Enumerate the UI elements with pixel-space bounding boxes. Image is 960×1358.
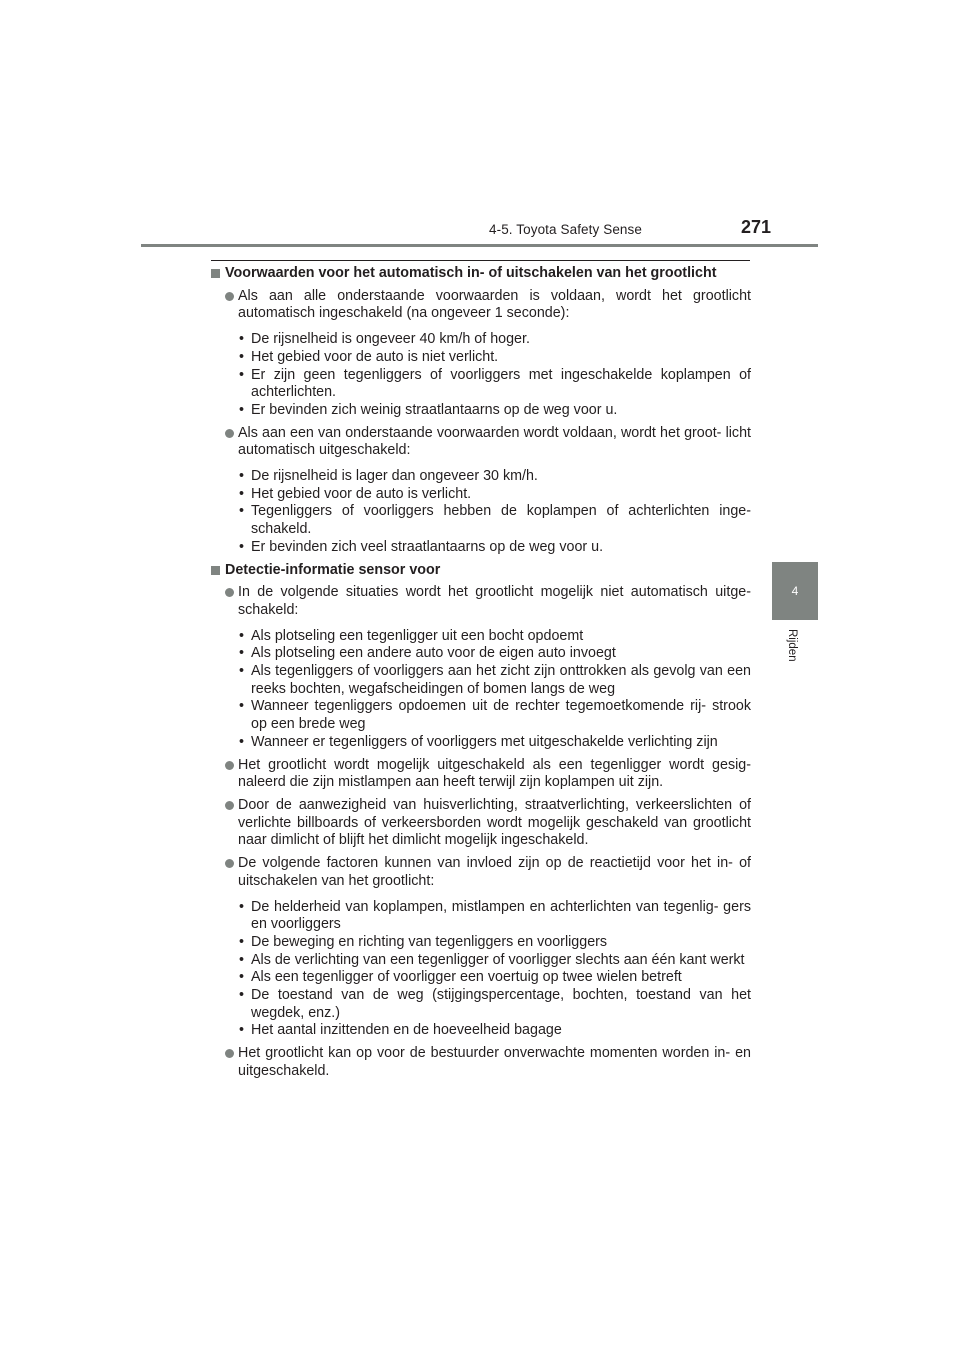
list-item: • Tegenliggers of voorliggers hebben de koplampen of achterlichten inge- schakeld. — [211, 503, 751, 538]
sub-list — [211, 899, 751, 1041]
list-item: • Het aantal inzittenden en de hoeveelheid bagage — [211, 1022, 751, 1040]
section-heading: Detectie-informatie sensor voor — [211, 562, 751, 580]
chapter-number: 4 — [791, 584, 799, 598]
chapter-tab[interactable] — [772, 562, 818, 620]
bullet-paragraph: Door de aanwezigheid van huisverlichting, straatverlichting, verkeerslichten of verlichte billboards of verkeersborden wordt mogelijk geschakeld van grootlicht naar dimlicht of blijft het dimlicht mogelijk ingeschakeld. — [211, 797, 751, 850]
bullet-paragraph: Het grootlicht kan op voor de bestuurder onverwachte momenten worden in- en uitgeschakeld. — [211, 1045, 751, 1080]
bullet-paragraph: Als aan alle onderstaande voorwaarden is voldaan, wordt het grootlicht automatisch ingeschakeld (na ongeveer 1 seconde): — [211, 288, 751, 323]
list-item: • De rijsnelheid is ongeveer 40 km/h of hoger. — [211, 331, 751, 349]
list-item: • Wanneer er tegenliggers of voorliggers met uitgeschakelde verlichting zijn — [211, 734, 751, 752]
sub-list — [211, 468, 751, 557]
list-item: • Het gebied voor de auto is verlicht. — [211, 486, 751, 504]
section-heading: Voorwaarden voor het automatisch in- of uitschakelen van het grootlicht — [211, 265, 751, 283]
list-item: • De toestand van de weg (stijgingspercentage, bochten, toestand van het wegdek, enz.) — [211, 987, 751, 1022]
list-item: • De rijsnelheid is lager dan ongeveer 30 km/h. — [211, 468, 751, 486]
list-item: • Als plotseling een andere auto voor de eigen auto invoegt — [211, 645, 751, 663]
chapter-label: Rijden — [786, 629, 798, 662]
list-item: • Er bevinden zich weinig straatlantaarns op de weg voor u. — [211, 402, 751, 420]
list-item: • Wanneer tegenliggers opdoemen uit de rechter tegemoetkomende rij- strook op een brede weg — [211, 698, 751, 733]
list-item: • Als een tegenligger of voorligger een voertuig op twee wielen betreft — [211, 969, 751, 987]
list-item: • De beweging en richting van tegenliggers en voorliggers — [211, 934, 751, 952]
page-number: 271 — [741, 217, 772, 237]
bullet-paragraph: Als aan een van onderstaande voorwaarden wordt voldaan, wordt het groot- licht automatisch uitgeschakeld: — [211, 425, 751, 460]
bullet-paragraph: In de volgende situaties wordt het grootlicht mogelijk niet automatisch uitge- schakeld: — [211, 584, 751, 619]
header-divider — [141, 244, 818, 247]
bullet-paragraph: De volgende factoren kunnen van invloed zijn op de reactietijd voor het in- of uitschakelen van het grootlicht: — [211, 855, 751, 890]
content-divider — [211, 260, 750, 261]
list-item: • Er bevinden zich veel straatlantaarns op de weg voor u. — [211, 539, 751, 557]
list-item: • Als de verlichting van een tegenligger of voorligger slechts aan één kant werkt — [211, 952, 751, 970]
page-content — [211, 265, 751, 1081]
sub-list — [211, 628, 751, 752]
sub-list — [211, 331, 751, 420]
bullet-paragraph: Het grootlicht wordt mogelijk uitgeschakeld als een tegenligger wordt gesig- naleerd die zijn mistlampen aan heeft terwijl zijn koplampen uit zijn. — [211, 757, 751, 792]
section-title: 4-5. Toyota Safety Sense — [489, 222, 642, 237]
list-item: • Er zijn geen tegenliggers of voorliggers met ingeschakelde koplampen of achterlichten. — [211, 367, 751, 402]
list-item: • Als tegenliggers of voorliggers aan het zicht zijn onttrokken als gevolg van een reeks bochten, wegafscheidingen of bomen langs de weg — [211, 663, 751, 698]
list-item: • Het gebied voor de auto is niet verlicht. — [211, 349, 751, 367]
list-item: • Als plotseling een tegenligger uit een bocht opdoemt — [211, 628, 751, 646]
list-item: • De helderheid van koplampen, mistlampen en achterlichten van tegenlig- gers en voorliggers — [211, 899, 751, 934]
